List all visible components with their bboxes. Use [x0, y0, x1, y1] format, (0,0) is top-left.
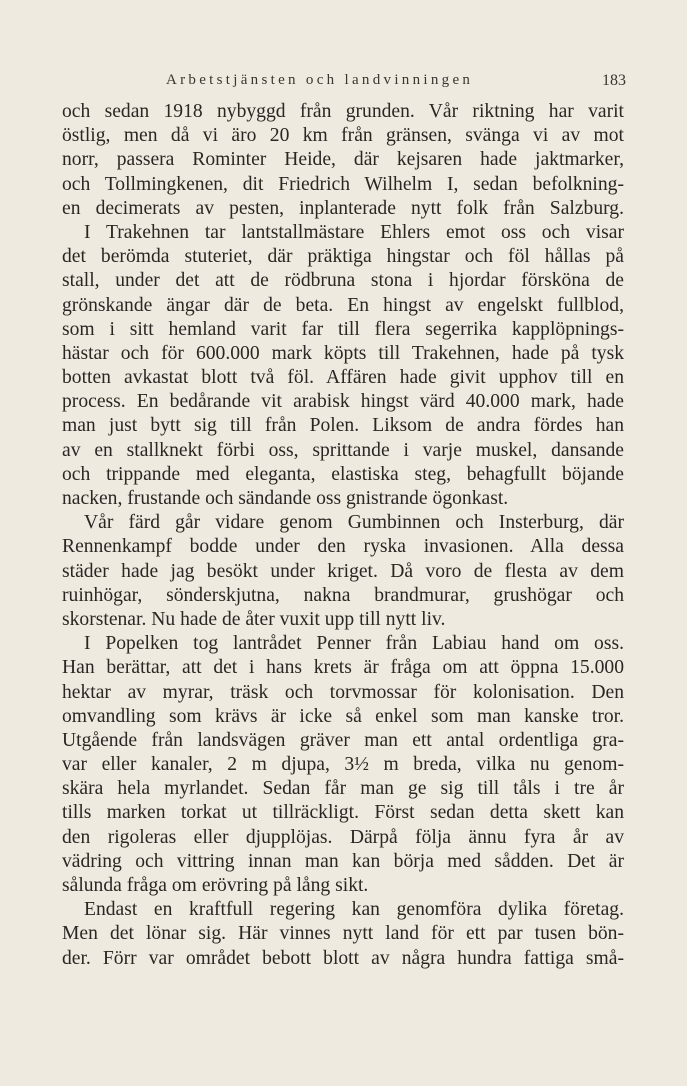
text-line: skorstenar. Nu hade de åter vuxit upp till nytt liv.: [62, 608, 446, 630]
text-line: var eller kanaler, 2 m djupa, 3½ m breda, vilka nu genom-: [62, 754, 624, 776]
text-line: process. En bedårande vit arabisk hingst värd 40.000 mark, hade: [62, 391, 624, 413]
text-line: och sedan 1918 nybyggd från grunden. Vår riktning har varit: [62, 101, 624, 122]
text-line: I Trakehnen tar lantstallmästare Ehlers emot oss och visar: [84, 221, 624, 243]
text-line: grönskande ängar där de beta. En hingst av engelskt fullblod,: [62, 294, 624, 316]
text-line: sålunda fråga om erövring på lång sikt.: [62, 875, 369, 896]
paragraph-1: [62, 100, 624, 221]
text-line: der. Förr var området bebott blott av några hundra fattiga små-: [62, 947, 624, 969]
text-line: av en stallknekt förbi oss, sprittande i varje muskel, dansande: [62, 439, 624, 461]
page-header: [62, 62, 628, 90]
text-line: I Popelken tog lantrådet Penner från Labiau hand om oss.: [84, 633, 624, 655]
page-number: 183: [602, 72, 626, 89]
text-line: nacken, frustande och sändande oss gnistrande ögonkast.: [62, 488, 509, 509]
text-line: tills marken torkat ut tillräckligt. Först sedan detta skett kan: [62, 802, 624, 824]
text-line: som i sitt hemland varit far till flera segerrika kapplöpnings-: [62, 318, 624, 340]
text-line: den rigoleras eller djupplöjas. Därpå följa ännu fyra år av: [62, 826, 624, 848]
text-line: en decimerats av pesten, inplanterade nytt folk från Salzburg.: [62, 197, 624, 219]
text-line: Men det lönar sig. Här vinnes nytt land för ett par tusen bön-: [62, 923, 624, 945]
text-line: det berömda stuteriet, där präktiga hingstar och föl hållas på: [62, 246, 624, 268]
text-line: östlig, men då vi äro 20 km från gränsen, svänga vi av mot: [62, 125, 624, 147]
text-line: stall, under det att de rödbruna stona i hjordar försköna de: [62, 270, 624, 292]
running-title: Arbetstjänsten och landvinningen: [166, 72, 474, 88]
text-line: Rennenkampf bodde under den ryska invasionen. Alla dessa: [62, 536, 624, 558]
text-line: hektar av myrar, träsk och torvmossar för kolonisation. Den: [62, 681, 624, 703]
text-line: botten avkastat blott två föl. Affären hade givit upphov till en: [62, 367, 624, 389]
text-line: skära hela myrlandet. Sedan får man ge sig till tåls i tre år: [62, 778, 624, 800]
paragraph-4: [62, 632, 624, 898]
text-line: Endast en kraftfull regering kan genomföra dylika företag.: [84, 899, 624, 921]
text-line: man just bytt sig till från Polen. Liksom de andra fördes han: [62, 415, 624, 437]
text-line: norr, passera Rominter Heide, där kejsaren hade jaktmarker,: [62, 149, 624, 171]
text-line: Vår färd går vidare genom Gumbinnen och Insterburg, där: [84, 512, 624, 534]
paragraph-5: [62, 898, 624, 971]
body-text: [62, 100, 624, 971]
text-line: Han berättar, att det i hans krets är fråga om att öppna 15.000: [62, 657, 624, 679]
text-line: hästar och för 600.000 mark köpts till Trakehnen, hade på tysk: [62, 342, 624, 364]
paragraph-3: [62, 511, 624, 632]
text-line: och trippande med eleganta, elastiska steg, behagfullt böjande: [62, 463, 624, 485]
text-line: ruinhögar, sönderskjutna, nakna brandmurar, grushögar och: [62, 584, 624, 606]
text-line: omvandling som krävs är icke så enkel som man kanske tror.: [62, 705, 624, 727]
paragraph-2: [62, 221, 624, 511]
text-line: vädring och vittring innan man kan börja med sådden. Det är: [62, 850, 624, 872]
text-line: städer hade jag besökt under kriget. Då voro de flesta av dem: [62, 560, 624, 582]
text-line: Utgående från landsvägen gräver man ett antal ordentliga gra-: [62, 729, 624, 751]
text-line: och Tollmingkenen, dit Friedrich Wilhelm I, sedan befolkning-: [62, 173, 624, 195]
